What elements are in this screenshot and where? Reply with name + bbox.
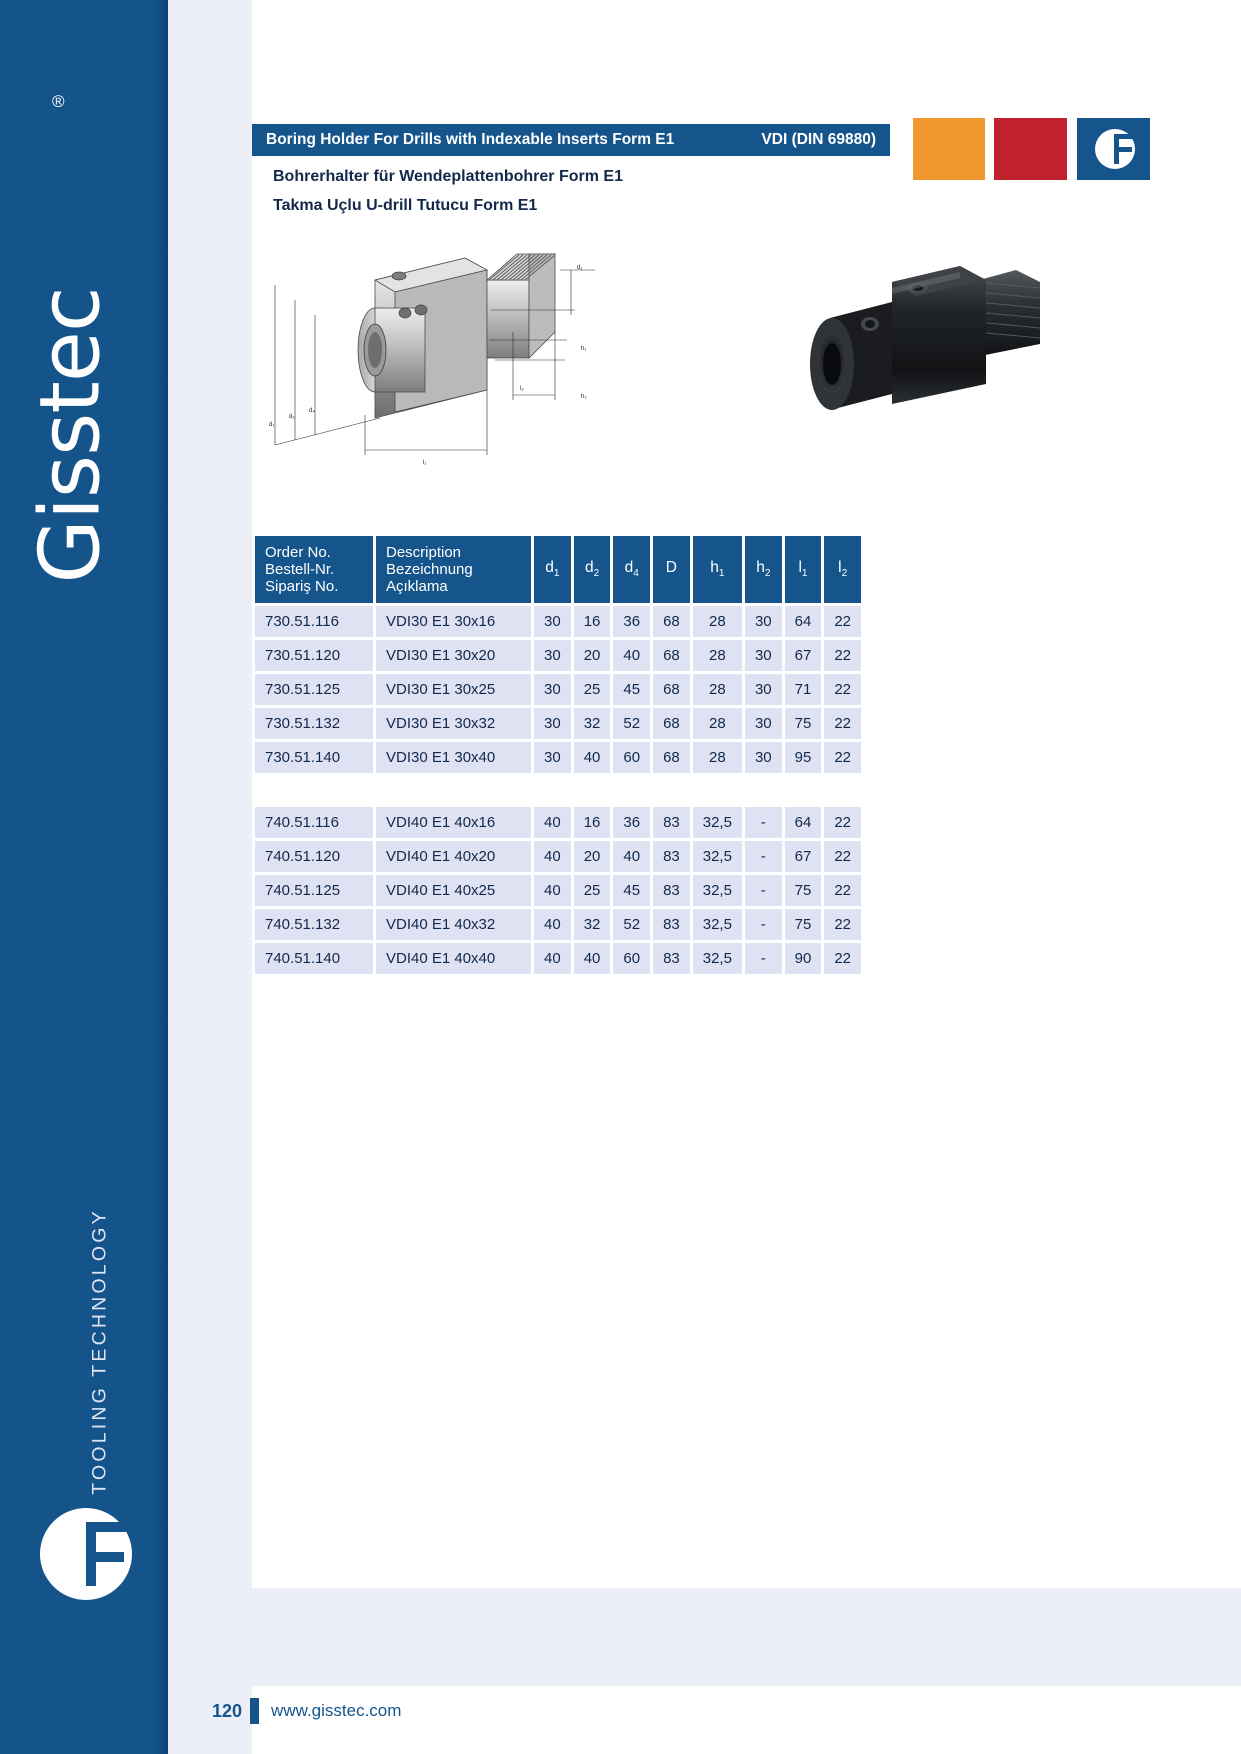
cell-h2: -	[745, 807, 782, 838]
cell-h2: -	[745, 875, 782, 906]
cell-h1: 32,5	[693, 841, 742, 872]
cell-order-no: 730.51.132	[255, 708, 373, 739]
cell-l1: 67	[785, 841, 822, 872]
col-l2	[824, 536, 861, 603]
registered-trademark-icon: ®	[52, 92, 65, 111]
subtitle-turkish: Takma Uçlu U-drill Tutucu Form E1	[273, 197, 538, 214]
cell-l2: 22	[824, 640, 861, 671]
cell-d2: 25	[574, 875, 611, 906]
cell-d1: 30	[534, 606, 571, 637]
svg-text:d₂: d₂	[289, 414, 295, 420]
brand-mark-arm	[1114, 147, 1132, 152]
specification-table	[252, 533, 864, 977]
cell-h2: -	[745, 943, 782, 974]
cell-D: 83	[653, 807, 690, 838]
cell-l2: 22	[824, 708, 861, 739]
cell-d4: 52	[613, 909, 650, 940]
col-l1-sub: 1	[801, 568, 808, 580]
cell-d2: 32	[574, 909, 611, 940]
cell-order-no: 730.51.140	[255, 742, 373, 773]
cell-d2: 16	[574, 807, 611, 838]
svg-text:d₁: d₁	[269, 422, 275, 428]
page-title: Boring Holder For Drills with Indexable Inserts Form E1	[266, 131, 675, 148]
cell-d2: 20	[574, 841, 611, 872]
cell-l2: 22	[824, 674, 861, 705]
col-d1-base: d	[545, 559, 554, 577]
cell-h1: 28	[693, 674, 742, 705]
cell-h1: 32,5	[693, 875, 742, 906]
left-brand-band	[0, 0, 168, 1754]
cell-D: 83	[653, 841, 690, 872]
col-h2-sub: 2	[764, 568, 771, 580]
col-order-no-tr: Sipariş No.	[265, 578, 339, 595]
table-row[interactable]	[255, 909, 861, 940]
cell-l1: 75	[785, 909, 822, 940]
brand-mark-box	[1077, 118, 1150, 180]
cell-description: VDI40 E1 40x25	[376, 875, 531, 906]
cell-l2: 22	[824, 742, 861, 773]
cell-d1: 40	[534, 807, 571, 838]
svg-text:d₄: d₄	[309, 408, 315, 414]
page-footer	[168, 1696, 401, 1726]
cell-description: VDI30 E1 30x40	[376, 742, 531, 773]
cell-order-no: 740.51.132	[255, 909, 373, 940]
color-swatch-orange	[913, 118, 985, 180]
page-number: 120	[212, 1700, 243, 1721]
svg-text:d₁: d₁	[577, 265, 583, 271]
cell-d1: 40	[534, 943, 571, 974]
color-swatch-red	[994, 118, 1067, 180]
col-description-en: Description	[386, 544, 462, 561]
table-row[interactable]	[255, 841, 861, 872]
col-d2-base: d	[584, 559, 594, 577]
col-h1-sub: 1	[718, 568, 725, 580]
cell-l1: 90	[785, 943, 822, 974]
svg-text:h₂: h₂	[581, 394, 587, 400]
cell-d4: 36	[613, 606, 650, 637]
cell-D: 68	[653, 606, 690, 637]
cell-h2: 30	[745, 742, 782, 773]
col-d4-base: d	[624, 559, 634, 577]
col-d4	[613, 536, 650, 603]
cell-l1: 75	[785, 708, 822, 739]
col-description	[376, 536, 531, 603]
cell-order-no: 740.51.116	[255, 807, 373, 838]
cell-order-no: 730.51.125	[255, 674, 373, 705]
brand-tagline: TOOLING TECHNOLOGY	[88, 1208, 111, 1495]
col-d4-sub: 4	[633, 568, 639, 580]
cell-l2: 22	[824, 841, 861, 872]
table-row[interactable]	[255, 943, 861, 974]
page-bottom-band	[252, 1588, 1241, 1686]
cell-l2: 22	[824, 943, 861, 974]
cell-d2: 40	[574, 943, 611, 974]
cell-order-no: 730.51.120	[255, 640, 373, 671]
cell-h2: 30	[745, 708, 782, 739]
table-row[interactable]	[255, 708, 861, 739]
cell-h1: 32,5	[693, 807, 742, 838]
cell-h1: 28	[693, 640, 742, 671]
brand-mark-notch	[1119, 134, 1133, 139]
table-row[interactable]	[255, 640, 861, 671]
cell-description: VDI40 E1 40x20	[376, 841, 531, 872]
table-row[interactable]	[255, 875, 861, 906]
table-row[interactable]	[255, 807, 861, 838]
col-h1	[693, 536, 742, 603]
cell-description: VDI30 E1 30x25	[376, 674, 531, 705]
brand-mark-circle-icon	[1095, 129, 1135, 169]
cell-l1: 64	[785, 807, 822, 838]
cell-d4: 40	[613, 841, 650, 872]
cell-description: VDI30 E1 30x16	[376, 606, 531, 637]
cell-l1: 75	[785, 875, 822, 906]
col-description-tr: Açıklama	[386, 578, 448, 595]
cell-d1: 40	[534, 909, 571, 940]
cell-order-no: 740.51.140	[255, 943, 373, 974]
table-body	[255, 606, 861, 974]
cell-order-no: 740.51.125	[255, 875, 373, 906]
gisstec-circle-logo-icon	[40, 1508, 132, 1600]
cell-d4: 40	[613, 640, 650, 671]
technical-drawing	[255, 240, 675, 470]
cell-d4: 60	[613, 742, 650, 773]
cell-d4: 52	[613, 708, 650, 739]
cell-D: 83	[653, 909, 690, 940]
cell-l1: 64	[785, 606, 822, 637]
col-h2-base: h	[756, 559, 765, 577]
cell-l2: 22	[824, 909, 861, 940]
table-group-spacer	[255, 776, 861, 804]
table-row[interactable]	[255, 742, 861, 773]
cell-l1: 71	[785, 674, 822, 705]
cell-D: 68	[653, 708, 690, 739]
col-description-de: Bezeichnung	[386, 561, 473, 578]
col-l1-base: l	[798, 559, 802, 577]
col-l1	[785, 536, 822, 603]
cell-d1: 30	[534, 640, 571, 671]
col-d2	[574, 536, 611, 603]
subtitle-german: Bohrerhalter für Wendeplattenbohrer Form E1	[273, 168, 623, 185]
col-order-no	[255, 536, 373, 603]
footer-website-link[interactable]: www.gisstec.com	[271, 1701, 402, 1720]
cell-d4: 45	[613, 674, 650, 705]
col-D-base: D	[665, 559, 677, 577]
cell-D: 83	[653, 875, 690, 906]
cell-l1: 95	[785, 742, 822, 773]
cell-h1: 32,5	[693, 943, 742, 974]
cell-d2: 25	[574, 674, 611, 705]
cell-d2: 20	[574, 640, 611, 671]
cell-h1: 28	[693, 606, 742, 637]
svg-text:l₁: l₁	[423, 460, 427, 466]
cell-l2: 22	[824, 807, 861, 838]
col-order-no-de: Bestell-Nr.	[265, 561, 335, 578]
cell-d1: 30	[534, 708, 571, 739]
col-h2	[745, 536, 782, 603]
cell-h2: 30	[745, 640, 782, 671]
table-group-spacer-cell	[255, 776, 861, 804]
cell-description: VDI40 E1 40x40	[376, 943, 531, 974]
cell-h1: 28	[693, 708, 742, 739]
col-D	[653, 536, 690, 603]
standard-label: VDI (DIN 69880)	[761, 131, 876, 148]
cell-D: 68	[653, 640, 690, 671]
cell-D: 68	[653, 742, 690, 773]
col-d1-sub: 1	[553, 568, 560, 580]
cell-description: VDI40 E1 40x16	[376, 807, 531, 838]
page-header-bar	[252, 124, 890, 156]
svg-text:h₁: h₁	[581, 346, 587, 352]
footer-divider	[250, 1698, 259, 1724]
brand-wordmark: Gisstec	[21, 287, 119, 584]
cell-description: VDI30 E1 30x32	[376, 708, 531, 739]
cell-h2: -	[745, 841, 782, 872]
svg-text:l₂: l₂	[520, 386, 524, 392]
col-order-no-en: Order No.	[265, 544, 331, 561]
cell-l1: 67	[785, 640, 822, 671]
col-l2-base: l	[838, 559, 842, 577]
logo-notch	[96, 1522, 126, 1532]
col-d1	[534, 536, 571, 603]
product-photo	[800, 258, 1110, 458]
cell-l2: 22	[824, 875, 861, 906]
logo-arm	[86, 1552, 124, 1562]
col-h1-base: h	[710, 559, 719, 577]
col-l2-sub: 2	[841, 568, 848, 580]
cell-D: 68	[653, 674, 690, 705]
cell-d1: 30	[534, 674, 571, 705]
cell-description: VDI30 E1 30x20	[376, 640, 531, 671]
table-header-row	[255, 536, 861, 603]
table-row[interactable]	[255, 674, 861, 705]
cell-d2: 32	[574, 708, 611, 739]
cell-l2: 22	[824, 606, 861, 637]
cell-d4: 45	[613, 875, 650, 906]
cell-d4: 60	[613, 943, 650, 974]
cell-h1: 32,5	[693, 909, 742, 940]
cell-D: 83	[653, 943, 690, 974]
cell-h2: 30	[745, 606, 782, 637]
cell-order-no: 730.51.116	[255, 606, 373, 637]
cell-d2: 16	[574, 606, 611, 637]
col-d2-sub: 2	[593, 568, 600, 580]
table-row[interactable]	[255, 606, 861, 637]
cell-h1: 28	[693, 742, 742, 773]
cell-d2: 40	[574, 742, 611, 773]
cell-d1: 30	[534, 742, 571, 773]
cell-d1: 40	[534, 875, 571, 906]
cell-description: VDI40 E1 40x32	[376, 909, 531, 940]
cell-h2: 30	[745, 674, 782, 705]
cell-order-no: 740.51.120	[255, 841, 373, 872]
page-margin-band	[168, 0, 252, 1754]
cell-h2: -	[745, 909, 782, 940]
cell-d1: 40	[534, 841, 571, 872]
cell-d4: 36	[613, 807, 650, 838]
